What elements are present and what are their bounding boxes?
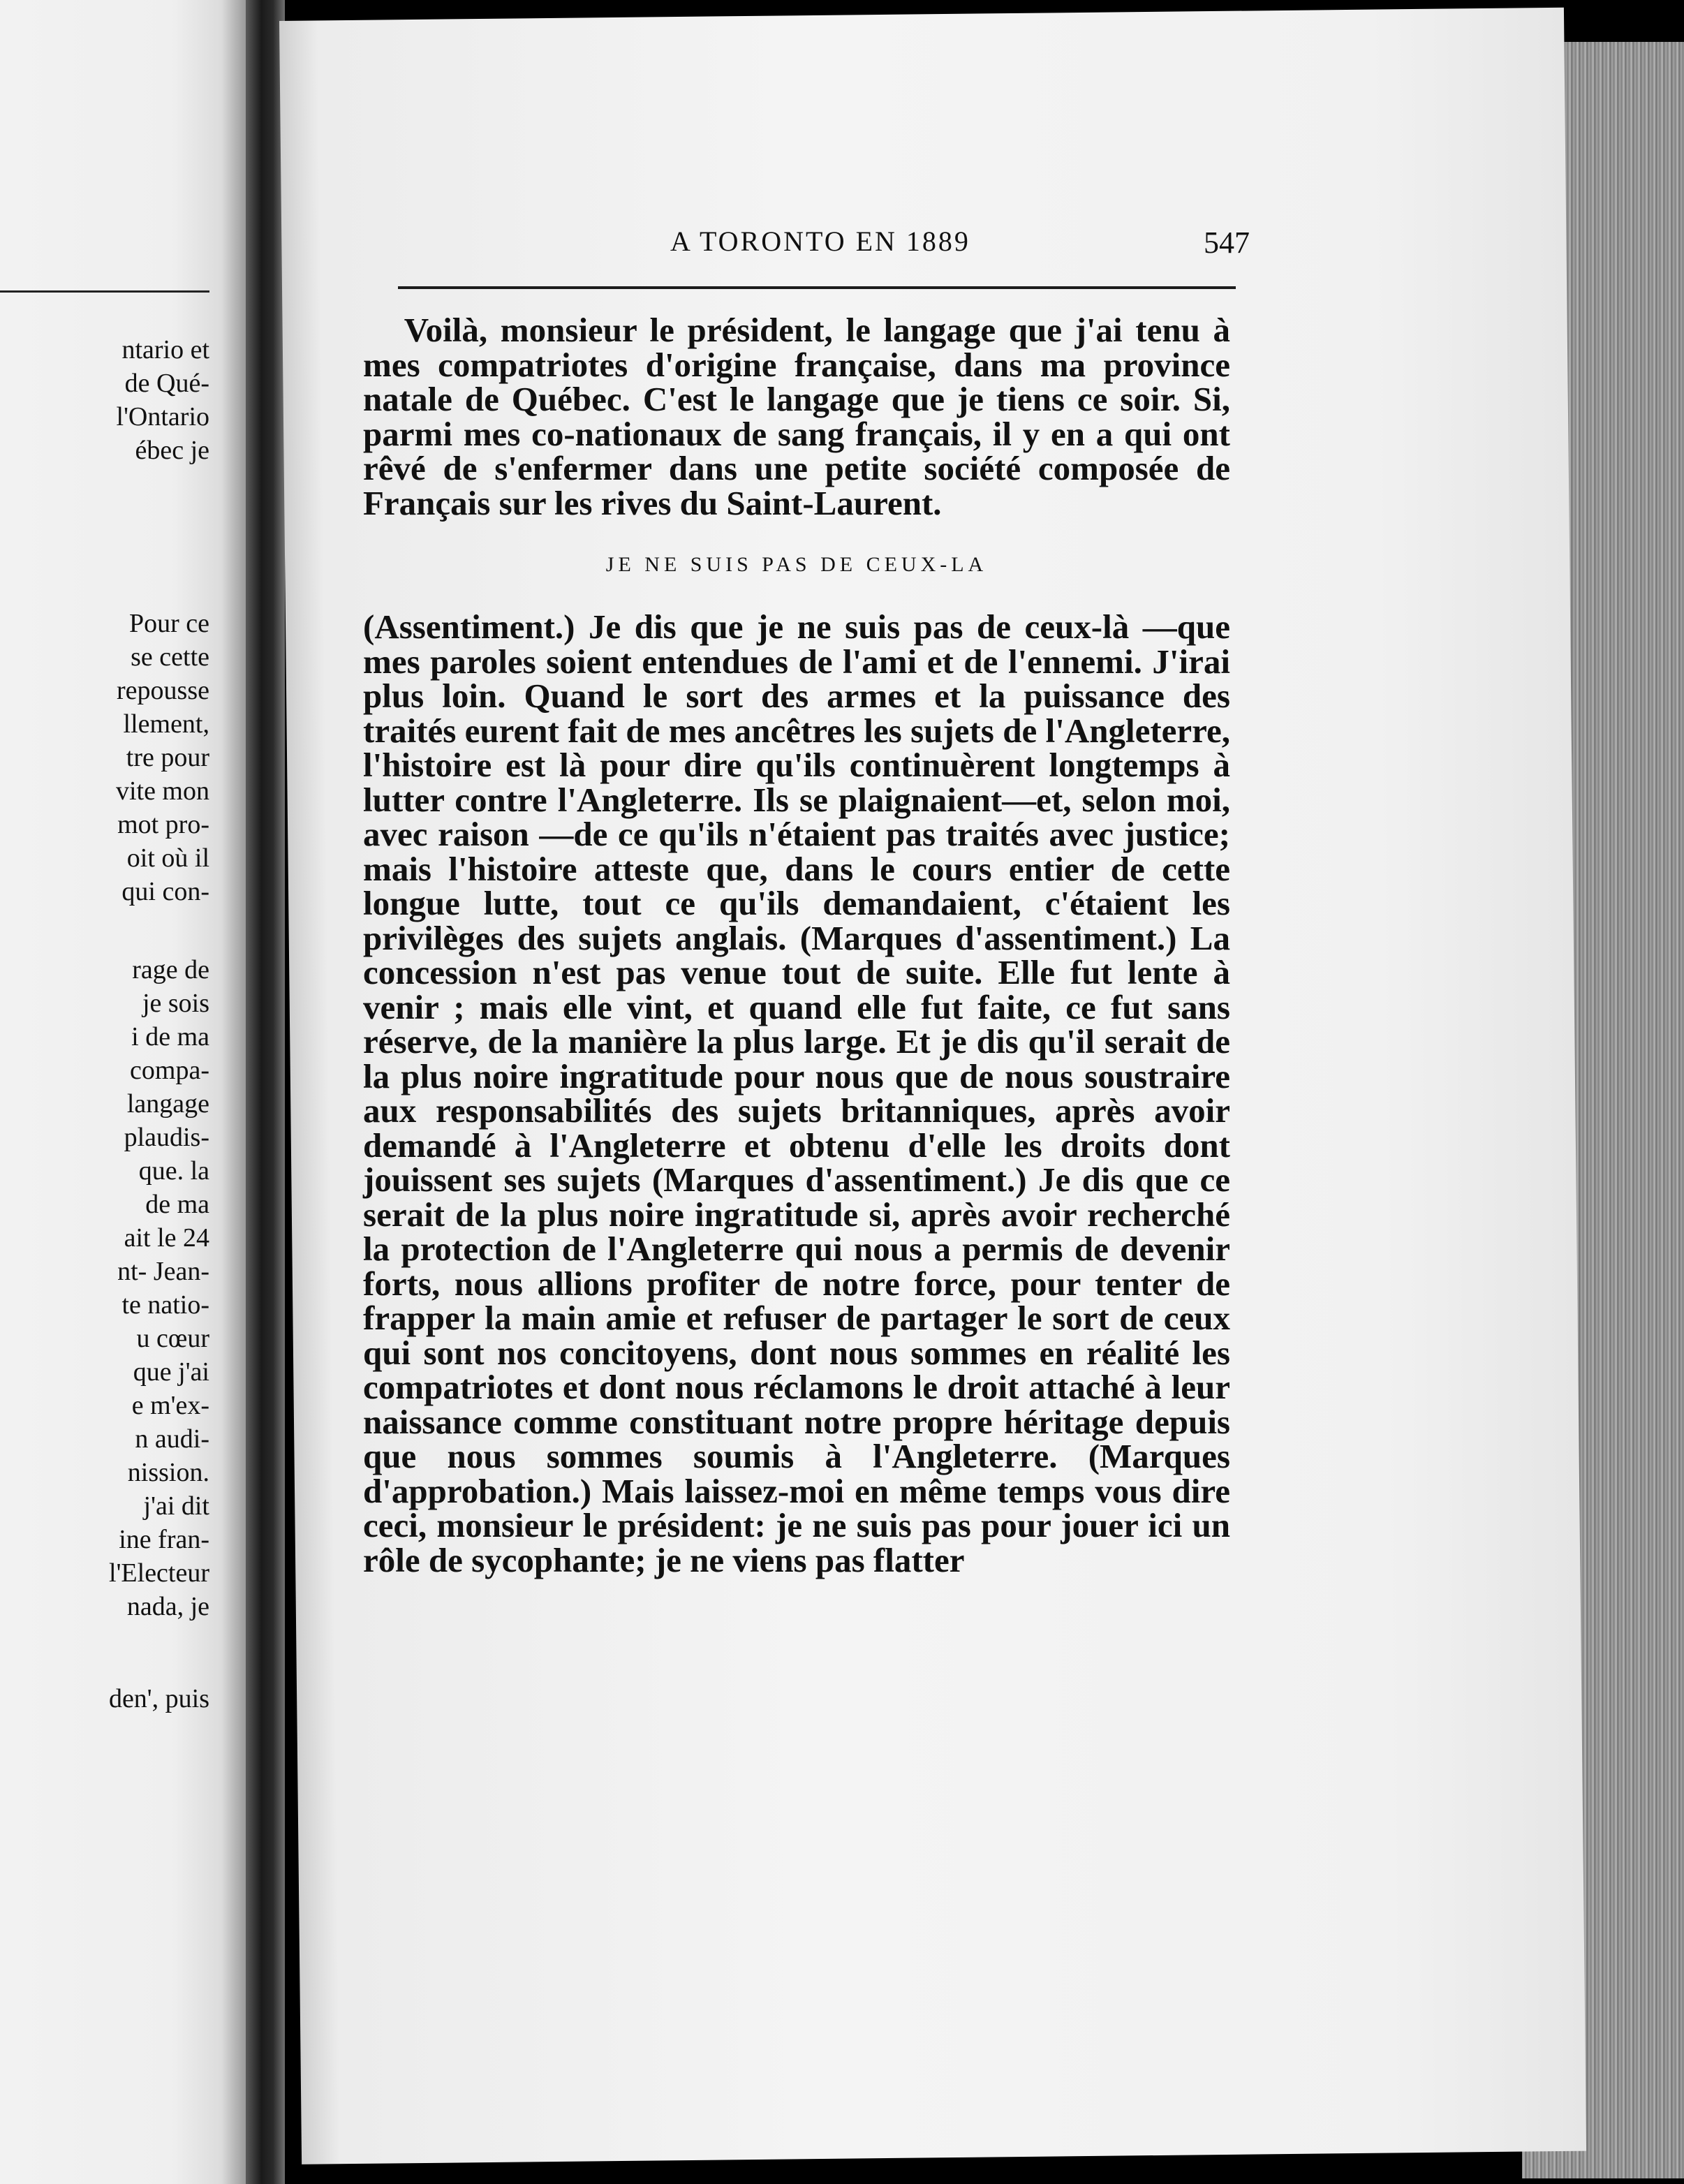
left-page-line: rage de bbox=[132, 955, 209, 984]
left-page-fragment bbox=[0, 0, 246, 2184]
section-heading: JE NE SUIS PAS DE CEUX-LA bbox=[605, 553, 988, 576]
book-gutter bbox=[246, 0, 285, 2184]
left-page-line: ébec je bbox=[135, 436, 209, 465]
left-page-line: tre pour bbox=[126, 743, 209, 772]
running-title: A TORONTO EN 1889 bbox=[670, 226, 970, 257]
left-page-line: compa- bbox=[130, 1056, 209, 1085]
left-page-header-rule bbox=[0, 290, 209, 293]
left-page-line: u cœur bbox=[136, 1324, 209, 1353]
left-page-line: te natio- bbox=[121, 1290, 209, 1320]
page-number: 547 bbox=[1204, 226, 1250, 260]
left-page-line: mot pro- bbox=[117, 810, 209, 839]
left-page-line: que. la bbox=[138, 1156, 209, 1186]
left-page-line: je sois bbox=[142, 989, 209, 1018]
left-page-line: l'Ontario bbox=[116, 402, 209, 431]
running-head bbox=[391, 225, 1250, 267]
left-page-line: nada, je bbox=[126, 1592, 209, 1621]
left-page-line: nission. bbox=[127, 1458, 209, 1487]
left-page-line: langage bbox=[126, 1089, 209, 1119]
left-page-line: e m'ex- bbox=[131, 1391, 209, 1420]
left-page-line: se cette bbox=[131, 642, 209, 672]
left-page-line: oit où il bbox=[126, 843, 209, 873]
left-page-line: n audi- bbox=[135, 1424, 209, 1454]
left-page-line: repousse bbox=[117, 676, 209, 705]
left-page-line: de Qué- bbox=[124, 369, 209, 398]
header-rule bbox=[398, 286, 1236, 289]
paragraph: (Assentiment.) Je dis que je ne suis pas de ceux-là —que mes paroles soient entendues de l'ami et de l'ennemi. J'irai plus loin. Quand le sort des armes et la puissance des traités eurent fait de mes ancêtres les sujets de l'Angleterre, l'histoire est là pour dire qu'ils continuèrent longtemps à lutter contre l'Angleterre. Ils se plaignaient—et, selon moi, avec raison —de ce qu'ils n'étaient pas traités avec justice; mais l'histoire atteste que, dans le cours entier de cette longue lutte, tout ce qu'ils demandaient, c'étaient les privilèges des sujets anglais. (Marques d'assentiment.) La concession n'est pas venue tout de suite. Elle fut lente à venir ; mais elle vint, et quand elle fut faite, ce fut sans réserve, de la manière la plus large. Et je dis qu'il serait de la plus noire ingratitude pour nous que de nous soustraire aux responsabilités des sujets britanniques, après avoir demandé à l'Angleterre et obtenu d'elle les droits dont jouissent ses sujets (Marques d'assentiment.) Je dis que ce serait de la plus noire ingratitude si, après avoir recherché la protection de l'Angleterre qui nous a permis de devenir forts, nous allions profiter de notre force, pour tenter de frapper la main amie et refuser de partager le sort de ceux qui sont nos concitoyens, dont nous sommes en réalité les compatriotes et dont nous réclamons le droit attaché à leur naissance comme constituant notre propre héritage depuis que nous sommes soumis à l'Angleterre. (Marques d'approbation.) Mais laissez-moi en même temps vous dire ceci, monsieur le président: je ne suis pas pour jouer ici un rôle de sycophante; je ne viens pas flatter bbox=[363, 607, 1230, 1579]
body-text bbox=[363, 313, 1230, 1577]
left-page-line: Pour ce bbox=[128, 609, 209, 638]
left-page-line: den', puis bbox=[108, 1684, 209, 1713]
left-page-line: ine fran- bbox=[119, 1525, 209, 1554]
left-page-line: que j'ai bbox=[133, 1357, 209, 1387]
paragraph: Voilà, monsieur le président, le langage que j'ai tenu à mes compatriotes d'origine française, dans ma province natale de Québec. C'est le langage que je tiens ce soir. Si, parmi mes co-nationaux de sang français, il y en a qui ont rêvé de s'enfermer dans une petite société composée de Français sur les rives du Saint-Laurent. bbox=[363, 311, 1230, 522]
left-page-line: vite mon bbox=[115, 776, 209, 806]
left-page-line: qui con- bbox=[121, 877, 209, 906]
left-page-line: nt- Jean- bbox=[117, 1257, 209, 1286]
left-page-line: i de ma bbox=[131, 1022, 209, 1052]
left-page-line: l'Electeur bbox=[109, 1558, 209, 1588]
left-page-line: plaudis- bbox=[124, 1123, 209, 1152]
left-page-line: ait le 24 bbox=[124, 1223, 209, 1253]
left-page-line: llement, bbox=[123, 709, 209, 739]
left-page-line: ntario et bbox=[121, 335, 209, 364]
left-page-line: de ma bbox=[145, 1190, 209, 1219]
left-page-line: j'ai dit bbox=[143, 1491, 209, 1521]
